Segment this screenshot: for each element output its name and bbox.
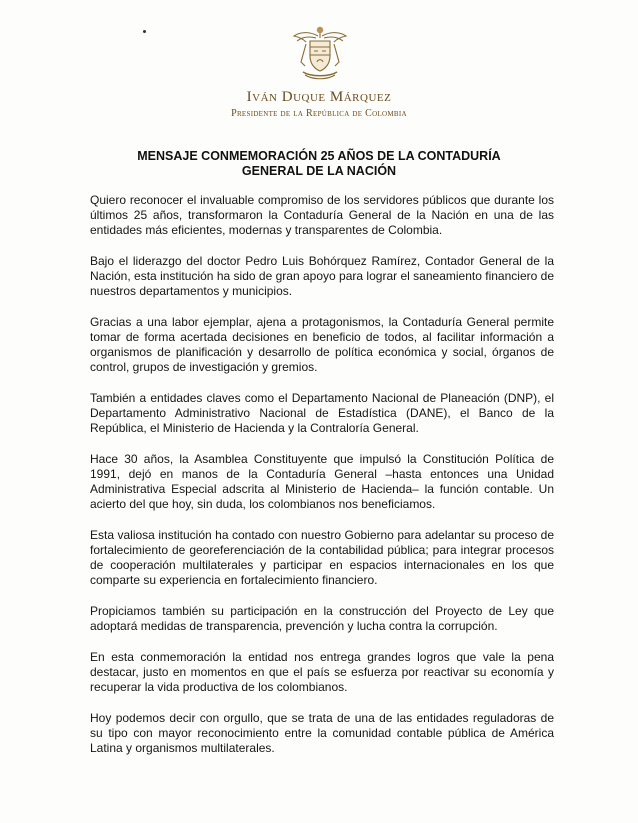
paragraph: Quiero reconocer el invaluable compromiso de los servidores públicos que durante los últimos 25 años, transformaron la Contaduría General de la Nación en una de las entidades más eficientes, modernas y transparentes de Colombia. — [90, 193, 554, 237]
title-line-2: GENERAL DE LA NACIÓN — [241, 164, 397, 178]
paragraph: Bajo el liderazgo del doctor Pedro Luis Bohórquez Ramírez, Contador General de la Nación, esta institución ha sido de gran apoyo para lograr el saneamiento financiero de nuestros departamentos y municipios. — [90, 254, 554, 298]
paragraph: Esta valiosa institución ha contado con nuestro Gobierno para adelantar su proceso de fortalecimiento de georeferenciación de la contabilidad pública; para integrar procesos de cooperación multilaterales y participar en espacios internacionales en los que comparte su experiencia en fortalecimiento financiero. — [90, 528, 554, 587]
paragraph: Hoy podemos decir con orgullo, que se trata de una de las entidades reguladoras de su tipo con mayor reconocimiento entre la comunidad contable pública de América Latina y organismos multilaterales. — [90, 711, 554, 755]
sender-title: Presidente de la República de Colombia — [231, 108, 407, 119]
paragraph: También a entidades claves como el Departamento Nacional de Planeación (DNP), el Departamento Administrativo Nacional de Estadística (DANE), el Banco de la República, el Ministerio de Hacienda y la Contraloría General. — [90, 391, 554, 435]
title-line-1: MENSAJE CONMEMORACIÓN 25 AÑOS DE LA CONTADURÍA — [137, 149, 501, 163]
paragraph: En esta conmemoración la entidad nos entrega grandes logros que vale la pena destacar, justo en momentos en que el país se esfuerza por reactivar su economía y recuperar la vida productiva de los colombianos. — [90, 650, 554, 694]
coat-of-arms-icon — [291, 22, 349, 82]
paragraph: Propiciamos también su participación en la construcción del Proyecto de Ley que adoptará medidas de transparencia, prevención y lucha contra la corrupción. — [90, 604, 554, 633]
paragraph: Hace 30 años, la Asamblea Constituyente que impulsó la Constitución Política de 1991, dejó en manos de la Contaduría General –hasta entonces una Unidad Administrativa Especial adscrita al Ministerio de Hacienda– la función contable. Un acierto del que hoy, sin duda, los colombianos nos beneficiamos. — [90, 452, 554, 511]
document-body — [90, 193, 554, 772]
paragraph: Gracias a una labor ejemplar, ajena a protagonismos, la Contaduría General permite tomar de forma acertada decisiones en beneficio de todos, al facilitar información a organismos de planificación y desarrollo de política económica y social, órganos de control, grupos de investigación y gremios. — [90, 315, 554, 374]
sender-name: Iván Duque Márquez — [246, 89, 392, 105]
document-title — [110, 149, 528, 179]
scan-speck — [143, 30, 146, 33]
